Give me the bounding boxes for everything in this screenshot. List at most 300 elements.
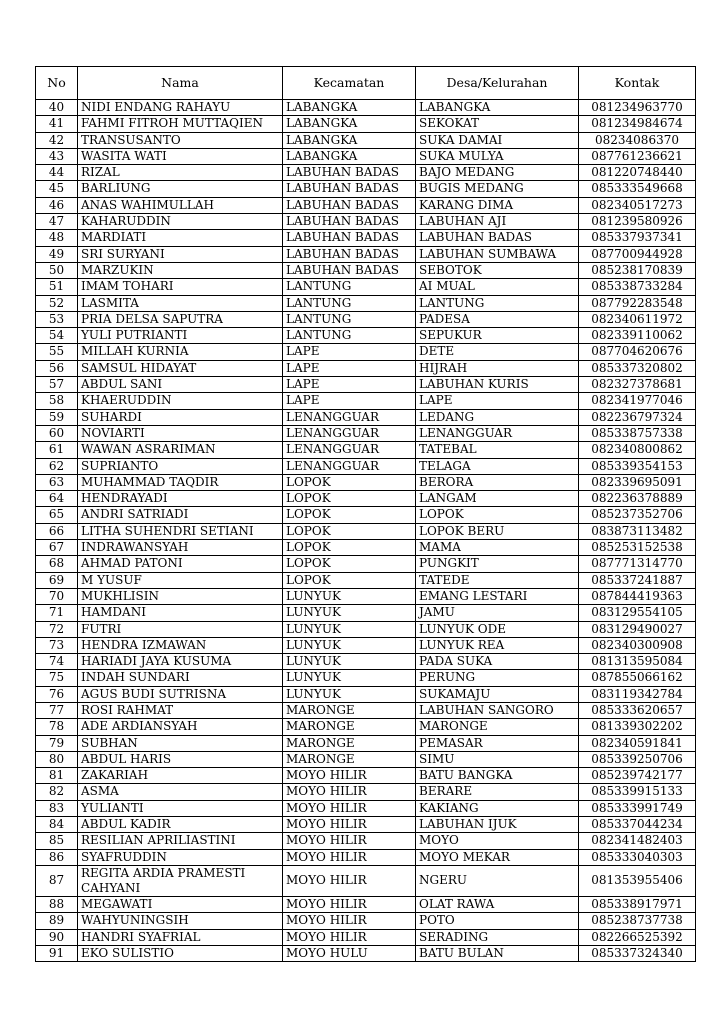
cell-kontak: 081234963770 [579, 100, 696, 116]
cell-desa: OLAT RAWA [416, 896, 579, 912]
cell-nama: SUHARDI [78, 409, 283, 425]
cell-no: 57 [36, 377, 78, 393]
table-row [36, 425, 696, 441]
table-row [36, 686, 696, 702]
table-row [36, 913, 696, 929]
cell-kontak: 083129490027 [579, 621, 696, 637]
cell-kontak: 087771314770 [579, 556, 696, 572]
cell-no: 53 [36, 311, 78, 327]
cell-kontak: 085333620657 [579, 702, 696, 718]
cell-nama: MEGAWATI [78, 896, 283, 912]
table-row [36, 165, 696, 181]
cell-no: 65 [36, 507, 78, 523]
cell-nama: REGITA ARDIA PRAMESTI CAHYANI [78, 865, 283, 896]
cell-kecamatan: LUNYUK [283, 670, 416, 686]
cell-no: 78 [36, 719, 78, 735]
cell-kecamatan: MOYO HILIR [283, 929, 416, 945]
cell-kecamatan: LANTUNG [283, 279, 416, 295]
cell-desa: AI MUAL [416, 279, 579, 295]
cell-no: 41 [36, 116, 78, 132]
cell-kecamatan: LOPOK [283, 572, 416, 588]
cell-kontak: 085237352706 [579, 507, 696, 523]
cell-kontak: 082339695091 [579, 474, 696, 490]
cell-kontak: 082340517273 [579, 197, 696, 213]
cell-kecamatan: MARONGE [283, 702, 416, 718]
cell-nama: WAWAN ASRARIMAN [78, 442, 283, 458]
cell-kontak: 085339354153 [579, 458, 696, 474]
cell-kontak: 085337324340 [579, 945, 696, 961]
cell-nama: RESILIAN APRILIASTINI [78, 833, 283, 849]
cell-desa: PADESA [416, 311, 579, 327]
cell-no: 42 [36, 132, 78, 148]
cell-no: 54 [36, 328, 78, 344]
cell-no: 69 [36, 572, 78, 588]
cell-nama: NOVIARTI [78, 425, 283, 441]
cell-no: 76 [36, 686, 78, 702]
cell-kecamatan: LUNYUK [283, 605, 416, 621]
cell-nama: HANDRI SYAFRIAL [78, 929, 283, 945]
cell-desa: SUKAMAJU [416, 686, 579, 702]
cell-no: 40 [36, 100, 78, 116]
table-row [36, 719, 696, 735]
table-row [36, 262, 696, 278]
header-kontak: Kontak [579, 67, 696, 100]
cell-kecamatan: LENANGGUAR [283, 442, 416, 458]
cell-desa: LABUHAN SUMBAWA [416, 246, 579, 262]
cell-desa: SERADING [416, 929, 579, 945]
cell-kontak: 085339915133 [579, 784, 696, 800]
cell-no: 79 [36, 735, 78, 751]
cell-kecamatan: LUNYUK [283, 686, 416, 702]
cell-kecamatan: LENANGGUAR [283, 425, 416, 441]
cell-kecamatan: LOPOK [283, 474, 416, 490]
cell-no: 80 [36, 751, 78, 767]
cell-desa: LABANGKA [416, 100, 579, 116]
cell-kontak: 082340591841 [579, 735, 696, 751]
cell-desa: BERORA [416, 474, 579, 490]
cell-nama: INDRAWANSYAH [78, 540, 283, 556]
cell-no: 73 [36, 637, 78, 653]
cell-desa: SEBOTOK [416, 262, 579, 278]
cell-kecamatan: LABUHAN BADAS [283, 262, 416, 278]
cell-desa: PERUNG [416, 670, 579, 686]
table-row [36, 181, 696, 197]
table-row [36, 132, 696, 148]
cell-desa: NGERU [416, 865, 579, 896]
table-row [36, 540, 696, 556]
cell-nama: RIZAL [78, 165, 283, 181]
cell-kecamatan: LANTUNG [283, 295, 416, 311]
cell-kecamatan: LABUHAN BADAS [283, 230, 416, 246]
cell-no: 72 [36, 621, 78, 637]
cell-no: 71 [36, 605, 78, 621]
cell-nama: KHAERUDDIN [78, 393, 283, 409]
cell-kecamatan: MARONGE [283, 735, 416, 751]
cell-nama: WAHYUNINGSIH [78, 913, 283, 929]
table-row [36, 214, 696, 230]
table-row [36, 311, 696, 327]
cell-desa: KAKIANG [416, 800, 579, 816]
cell-no: 77 [36, 702, 78, 718]
cell-kecamatan: MARONGE [283, 751, 416, 767]
cell-nama: M YUSUF [78, 572, 283, 588]
cell-desa: HIJRAH [416, 360, 579, 376]
cell-no: 51 [36, 279, 78, 295]
cell-kontak: 081220748440 [579, 165, 696, 181]
cell-desa: SEPUKUR [416, 328, 579, 344]
cell-kecamatan: LABUHAN BADAS [283, 165, 416, 181]
cell-kontak: 082266525392 [579, 929, 696, 945]
cell-kecamatan: LOPOK [283, 491, 416, 507]
cell-desa: POTO [416, 913, 579, 929]
table-row [36, 572, 696, 588]
cell-no: 43 [36, 148, 78, 164]
cell-no: 60 [36, 425, 78, 441]
cell-nama: LITHA SUHENDRI SETIANI [78, 523, 283, 539]
cell-kontak: 082340800862 [579, 442, 696, 458]
cell-kecamatan: LABANGKA [283, 116, 416, 132]
cell-nama: ABDUL SANI [78, 377, 283, 393]
table-row [36, 246, 696, 262]
cell-desa: TATEBAL [416, 442, 579, 458]
table-row [36, 833, 696, 849]
cell-no: 50 [36, 262, 78, 278]
cell-desa: LOPOK BERU [416, 523, 579, 539]
cell-nama: ANDRI SATRIADI [78, 507, 283, 523]
cell-kontak: 082236378889 [579, 491, 696, 507]
cell-nama: ABDUL HARIS [78, 751, 283, 767]
cell-kontak: 087855066162 [579, 670, 696, 686]
contact-table [35, 66, 696, 962]
cell-no: 89 [36, 913, 78, 929]
cell-desa: MARONGE [416, 719, 579, 735]
table-row [36, 945, 696, 961]
cell-desa: BAJO MEDANG [416, 165, 579, 181]
cell-nama: ASMA [78, 784, 283, 800]
header-desa: Desa/Kelurahan [416, 67, 579, 100]
cell-desa: LUNYUK REA [416, 637, 579, 653]
table-row [36, 784, 696, 800]
table-row [36, 817, 696, 833]
cell-kecamatan: MOYO HILIR [283, 784, 416, 800]
table-row [36, 621, 696, 637]
cell-no: 88 [36, 896, 78, 912]
cell-no: 70 [36, 588, 78, 604]
cell-nama: HAMDANI [78, 605, 283, 621]
cell-no: 49 [36, 246, 78, 262]
cell-nama: EKO SULISTIO [78, 945, 283, 961]
cell-desa: MOYO MEKAR [416, 849, 579, 865]
cell-nama: HENDRAYADI [78, 491, 283, 507]
cell-desa: PEMASAR [416, 735, 579, 751]
cell-kontak: 082339110062 [579, 328, 696, 344]
cell-no: 44 [36, 165, 78, 181]
table-row [36, 360, 696, 376]
cell-nama: ANAS WAHIMULLAH [78, 197, 283, 213]
cell-desa: LANGAM [416, 491, 579, 507]
cell-desa: SUKA MULYA [416, 148, 579, 164]
table-row [36, 344, 696, 360]
cell-nama: WASITA WATI [78, 148, 283, 164]
cell-nama: LASMITA [78, 295, 283, 311]
cell-no: 66 [36, 523, 78, 539]
table-row [36, 442, 696, 458]
cell-desa: DETE [416, 344, 579, 360]
cell-nama: FUTRI [78, 621, 283, 637]
cell-no: 81 [36, 768, 78, 784]
cell-kontak: 085338757338 [579, 425, 696, 441]
table-row [36, 295, 696, 311]
cell-kontak: 085337320802 [579, 360, 696, 376]
table-row [36, 474, 696, 490]
cell-kecamatan: LABANGKA [283, 132, 416, 148]
cell-kecamatan: LAPE [283, 360, 416, 376]
cell-kecamatan: MOYO HILIR [283, 913, 416, 929]
cell-desa: LEDANG [416, 409, 579, 425]
cell-no: 59 [36, 409, 78, 425]
cell-nama: MARZUKIN [78, 262, 283, 278]
cell-kecamatan: MOYO HULU [283, 945, 416, 961]
table-row [36, 197, 696, 213]
cell-no: 64 [36, 491, 78, 507]
cell-nama: ZAKARIAH [78, 768, 283, 784]
cell-nama: AGUS BUDI SUTRISNA [78, 686, 283, 702]
cell-kecamatan: LUNYUK [283, 637, 416, 653]
table-row [36, 556, 696, 572]
cell-kontak: 085253152538 [579, 540, 696, 556]
cell-kecamatan: LANTUNG [283, 328, 416, 344]
table-row [36, 865, 696, 896]
cell-nama: BARLIUNG [78, 181, 283, 197]
cell-nama: TRANSUSANTO [78, 132, 283, 148]
table-row [36, 637, 696, 653]
cell-desa: BATU BULAN [416, 945, 579, 961]
cell-desa: PADA SUKA [416, 654, 579, 670]
cell-desa: SUKA DAMAI [416, 132, 579, 148]
cell-desa: LUNYUK ODE [416, 621, 579, 637]
cell-kecamatan: MOYO HILIR [283, 817, 416, 833]
table-row [36, 768, 696, 784]
cell-kecamatan: LENANGGUAR [283, 409, 416, 425]
cell-kecamatan: LABUHAN BADAS [283, 197, 416, 213]
cell-kontak: 081353955406 [579, 865, 696, 896]
cell-desa: LABUHAN KURIS [416, 377, 579, 393]
table-row [36, 507, 696, 523]
cell-kecamatan: LABUHAN BADAS [283, 214, 416, 230]
cell-desa: MAMA [416, 540, 579, 556]
cell-desa: EMANG LESTARI [416, 588, 579, 604]
cell-nama: SUPRIANTO [78, 458, 283, 474]
cell-nama: INDAH SUNDARI [78, 670, 283, 686]
cell-kontak: 087704620676 [579, 344, 696, 360]
cell-kecamatan: MOYO HILIR [283, 865, 416, 896]
header-nama: Nama [78, 67, 283, 100]
cell-desa: BUGIS MEDANG [416, 181, 579, 197]
table-row [36, 458, 696, 474]
cell-no: 91 [36, 945, 78, 961]
cell-kontak: 083873113482 [579, 523, 696, 539]
cell-nama: ROSI RAHMAT [78, 702, 283, 718]
cell-kontak: 082340300908 [579, 637, 696, 653]
cell-no: 82 [36, 784, 78, 800]
table-header-row [36, 67, 696, 100]
cell-kontak: 087844419363 [579, 588, 696, 604]
cell-desa: MOYO [416, 833, 579, 849]
cell-no: 75 [36, 670, 78, 686]
table-row [36, 393, 696, 409]
cell-no: 87 [36, 865, 78, 896]
cell-kontak: 085337044234 [579, 817, 696, 833]
cell-nama: IMAM TOHARI [78, 279, 283, 295]
cell-kecamatan: LUNYUK [283, 654, 416, 670]
cell-nama: YULI PUTRIANTI [78, 328, 283, 344]
cell-desa: LAPE [416, 393, 579, 409]
cell-nama: FAHMI FITROH MUTTAQIEN [78, 116, 283, 132]
cell-kecamatan: LOPOK [283, 556, 416, 572]
cell-nama: MUKHLISIN [78, 588, 283, 604]
cell-desa: TATEDE [416, 572, 579, 588]
table-row [36, 735, 696, 751]
cell-no: 56 [36, 360, 78, 376]
cell-kecamatan: LOPOK [283, 523, 416, 539]
table-row [36, 800, 696, 816]
cell-no: 52 [36, 295, 78, 311]
cell-nama: MUHAMMAD TAQDIR [78, 474, 283, 490]
header-no: No [36, 67, 78, 100]
cell-nama: MARDIATI [78, 230, 283, 246]
cell-desa: TELAGA [416, 458, 579, 474]
cell-kecamatan: LOPOK [283, 540, 416, 556]
table-row [36, 148, 696, 164]
cell-no: 47 [36, 214, 78, 230]
cell-kontak: 081339302202 [579, 719, 696, 735]
header-kecamatan: Kecamatan [283, 67, 416, 100]
cell-no: 85 [36, 833, 78, 849]
table-row [36, 896, 696, 912]
cell-kecamatan: LAPE [283, 393, 416, 409]
cell-kecamatan: MOYO HILIR [283, 833, 416, 849]
cell-desa: LABUHAN BADAS [416, 230, 579, 246]
cell-nama: SYAFRUDDIN [78, 849, 283, 865]
cell-nama: KAHARUDDIN [78, 214, 283, 230]
cell-kecamatan: MOYO HILIR [283, 768, 416, 784]
table-row [36, 523, 696, 539]
cell-no: 55 [36, 344, 78, 360]
cell-kecamatan: LABUHAN BADAS [283, 181, 416, 197]
cell-desa: LABUHAN SANGORO [416, 702, 579, 718]
table-row [36, 328, 696, 344]
cell-kontak: 085333991749 [579, 800, 696, 816]
cell-no: 58 [36, 393, 78, 409]
cell-no: 46 [36, 197, 78, 213]
cell-no: 74 [36, 654, 78, 670]
table-row [36, 702, 696, 718]
table-row [36, 670, 696, 686]
cell-desa: LOPOK [416, 507, 579, 523]
cell-kontak: 085338733284 [579, 279, 696, 295]
cell-kontak: 081234984674 [579, 116, 696, 132]
cell-kontak: 085333040303 [579, 849, 696, 865]
cell-kecamatan: MARONGE [283, 719, 416, 735]
cell-kecamatan: LAPE [283, 377, 416, 393]
cell-kecamatan: LANTUNG [283, 311, 416, 327]
cell-no: 63 [36, 474, 78, 490]
cell-no: 68 [36, 556, 78, 572]
cell-nama: SAMSUL HIDAYAT [78, 360, 283, 376]
cell-nama: PRIA DELSA SAPUTRA [78, 311, 283, 327]
table-row [36, 849, 696, 865]
cell-no: 45 [36, 181, 78, 197]
cell-nama: HENDRA IZMAWAN [78, 637, 283, 653]
cell-kecamatan: LUNYUK [283, 621, 416, 637]
cell-kecamatan: LABUHAN BADAS [283, 246, 416, 262]
cell-kontak: 082327378681 [579, 377, 696, 393]
cell-kontak: 082340611972 [579, 311, 696, 327]
cell-nama: SRI SURYANI [78, 246, 283, 262]
table-body [36, 100, 696, 962]
cell-kecamatan: LENANGGUAR [283, 458, 416, 474]
cell-kontak: 081313595084 [579, 654, 696, 670]
cell-no: 84 [36, 817, 78, 833]
cell-nama: NIDI ENDANG RAHAYU [78, 100, 283, 116]
cell-kontak: 087761236621 [579, 148, 696, 164]
table-row [36, 116, 696, 132]
cell-desa: SEKOKAT [416, 116, 579, 132]
cell-no: 86 [36, 849, 78, 865]
cell-kontak: 085339250706 [579, 751, 696, 767]
cell-kontak: 081239580926 [579, 214, 696, 230]
table-row [36, 751, 696, 767]
cell-kontak: 085337241887 [579, 572, 696, 588]
cell-nama: ADE ARDIANSYAH [78, 719, 283, 735]
cell-kontak: 085337937341 [579, 230, 696, 246]
cell-desa: LABUHAN AJI [416, 214, 579, 230]
cell-no: 48 [36, 230, 78, 246]
table-row [36, 230, 696, 246]
cell-nama: YULIANTI [78, 800, 283, 816]
cell-desa: LENANGGUAR [416, 425, 579, 441]
cell-kontak: 085238170839 [579, 262, 696, 278]
table-row [36, 409, 696, 425]
cell-nama: MILLAH KURNIA [78, 344, 283, 360]
cell-nama: SUBHAN [78, 735, 283, 751]
table-row [36, 100, 696, 116]
cell-desa: JAMU [416, 605, 579, 621]
cell-kecamatan: LUNYUK [283, 588, 416, 604]
cell-kontak: 082236797324 [579, 409, 696, 425]
cell-kontak: 085338917971 [579, 896, 696, 912]
cell-no: 83 [36, 800, 78, 816]
cell-kecamatan: LABANGKA [283, 148, 416, 164]
cell-desa: LANTUNG [416, 295, 579, 311]
cell-no: 62 [36, 458, 78, 474]
cell-nama: ABDUL KADIR [78, 817, 283, 833]
cell-no: 90 [36, 929, 78, 945]
cell-kontak: 08234086370 [579, 132, 696, 148]
table-row [36, 377, 696, 393]
cell-kontak: 082341977046 [579, 393, 696, 409]
cell-kecamatan: MOYO HILIR [283, 849, 416, 865]
cell-nama: AHMAD PATONI [78, 556, 283, 572]
cell-desa: SIMU [416, 751, 579, 767]
cell-desa: PUNGKIT [416, 556, 579, 572]
cell-kecamatan: LOPOK [283, 507, 416, 523]
table-row [36, 588, 696, 604]
table-row [36, 605, 696, 621]
table-row [36, 929, 696, 945]
cell-kontak: 087700944928 [579, 246, 696, 262]
cell-no: 61 [36, 442, 78, 458]
